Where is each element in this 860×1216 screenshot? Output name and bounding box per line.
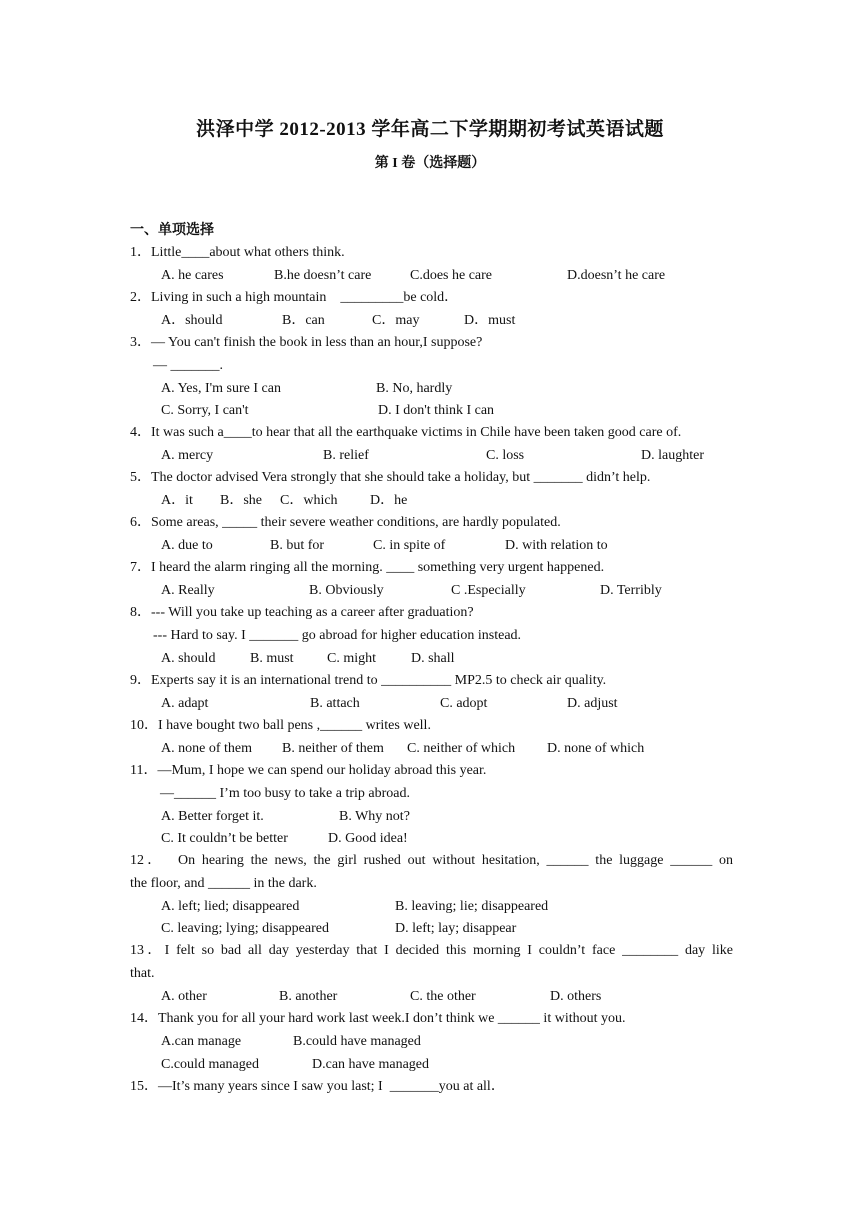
option: A.can manage [161,1034,242,1049]
option: B. Obviously [309,583,384,598]
option: C. It couldn’t be better [161,831,288,846]
option: B．can [282,313,325,328]
option: B.could have managed [293,1034,421,1049]
question-dialogue: —______ I’m too busy to take a trip abroad. [160,786,411,801]
question-stem: 15．—It’s many years since I saw you last; I _______you at all． [130,1079,505,1094]
option: A. he cares [161,268,224,283]
question-stem: 13．I felt so bad all day yesterday that I decided this morning I couldn’t face ________ day like [130,943,733,958]
option: C．which [280,493,338,508]
option: A. adapt [161,696,209,711]
option: D．must [464,313,516,328]
option: A. due to [161,538,213,553]
question-stem-continued: that. [130,966,155,981]
option: D.can have managed [312,1057,429,1072]
option: B. Why not? [339,809,410,824]
option: C. the other [410,989,476,1004]
question-stem: 10．I have bought two ball pens ,______ writes well. [130,718,431,733]
option: C. Sorry, I can't [161,403,249,418]
option: A. left; lied; disappeared [161,899,300,914]
option: C.could managed [161,1057,259,1072]
question-stem: 5．The doctor advised Vera strongly that she should take a holiday, but _______ didn’t help. [130,470,651,485]
section-heading: 一、单项选择 [130,223,214,238]
page-subtitle: 第 I 卷（选择题） [374,156,486,171]
option: B. another [279,989,338,1004]
option: B. attach [310,696,360,711]
question-stem-continued: the floor, and ______ in the dark. [130,876,317,891]
question-stem: 2．Living in such a high mountain _________be cold． [130,290,459,305]
option: C .Especially [451,583,526,598]
option: B．she [220,493,262,508]
question-stem: 1．Little____about what others think. [130,245,345,260]
option: D. with relation to [505,538,608,553]
option: A. Yes, I'm sure I can [161,381,281,396]
question-stem: 4．It was such a____to hear that all the earthquake victims in Chile have been taken good care of. [130,425,682,440]
option: D. Terribly [600,583,662,598]
option: A. Really [161,583,215,598]
question-dialogue: — _______. [153,358,223,373]
option: B. relief [323,448,369,463]
option: B.he doesn’t care [274,268,372,283]
option: A. should [161,651,216,666]
option: A. none of them [161,741,252,756]
question-stem: 7．I heard the alarm ringing all the morning. ____ something very urgent happened. [130,560,605,575]
option: C. leaving; lying; disappeared [161,921,329,936]
question-stem: 12． On hearing the news, the girl rushed out without hesitation, ______ the luggage ______ on [130,853,733,868]
page-title: 洪泽中学 2012-2013 学年高二下学期期初考试英语试题 [196,119,664,140]
question-stem: 9．Experts say it is an international trend to __________ MP2.5 to check air quality. [130,673,607,688]
option: C. loss [486,448,525,463]
option: B. leaving; lie; disappeared [395,899,549,914]
option: D. none of which [547,741,645,756]
option: D．he [370,493,408,508]
option: D. shall [411,651,455,666]
option: B. neither of them [282,741,384,756]
option: A. other [161,989,207,1004]
option: B. No, hardly [376,381,453,396]
question-stem: 6．Some areas, _____ their severe weather conditions, are hardly populated. [130,515,561,530]
option: C.does he care [410,268,493,283]
question-dialogue: --- Hard to say. I _______ go abroad for higher education instead. [153,628,522,643]
option: C. adopt [440,696,488,711]
question-stem: 3．— You can't finish the book in less than an hour,I suppose? [130,335,483,350]
option: D. laughter [641,448,704,463]
question-stem: 8．--- Will you take up teaching as a career after graduation? [130,605,474,620]
option: B. but for [270,538,325,553]
option: A. mercy [161,448,214,463]
option: C. in spite of [373,538,446,553]
option: C. might [327,651,377,666]
question-stem: 11．—Mum, I hope we can spend our holiday abroad this year. [130,763,487,778]
option: D. Good idea! [328,831,408,846]
option: D. adjust [567,696,618,711]
option: C. neither of which [407,741,516,756]
option: B. must [250,651,294,666]
option: A．it [161,493,193,508]
question-stem: 14．Thank you for all your hard work last week.I don’t think we ______ it without you. [130,1011,626,1026]
option: C．may [372,313,420,328]
option: D.doesn’t he care [567,268,666,283]
option: A. Better forget it. [161,809,264,824]
option: A．should [161,313,223,328]
option: D. left; lay; disappear [395,921,517,936]
option: D. I don't think I can [378,403,495,418]
option: D. others [550,989,602,1004]
